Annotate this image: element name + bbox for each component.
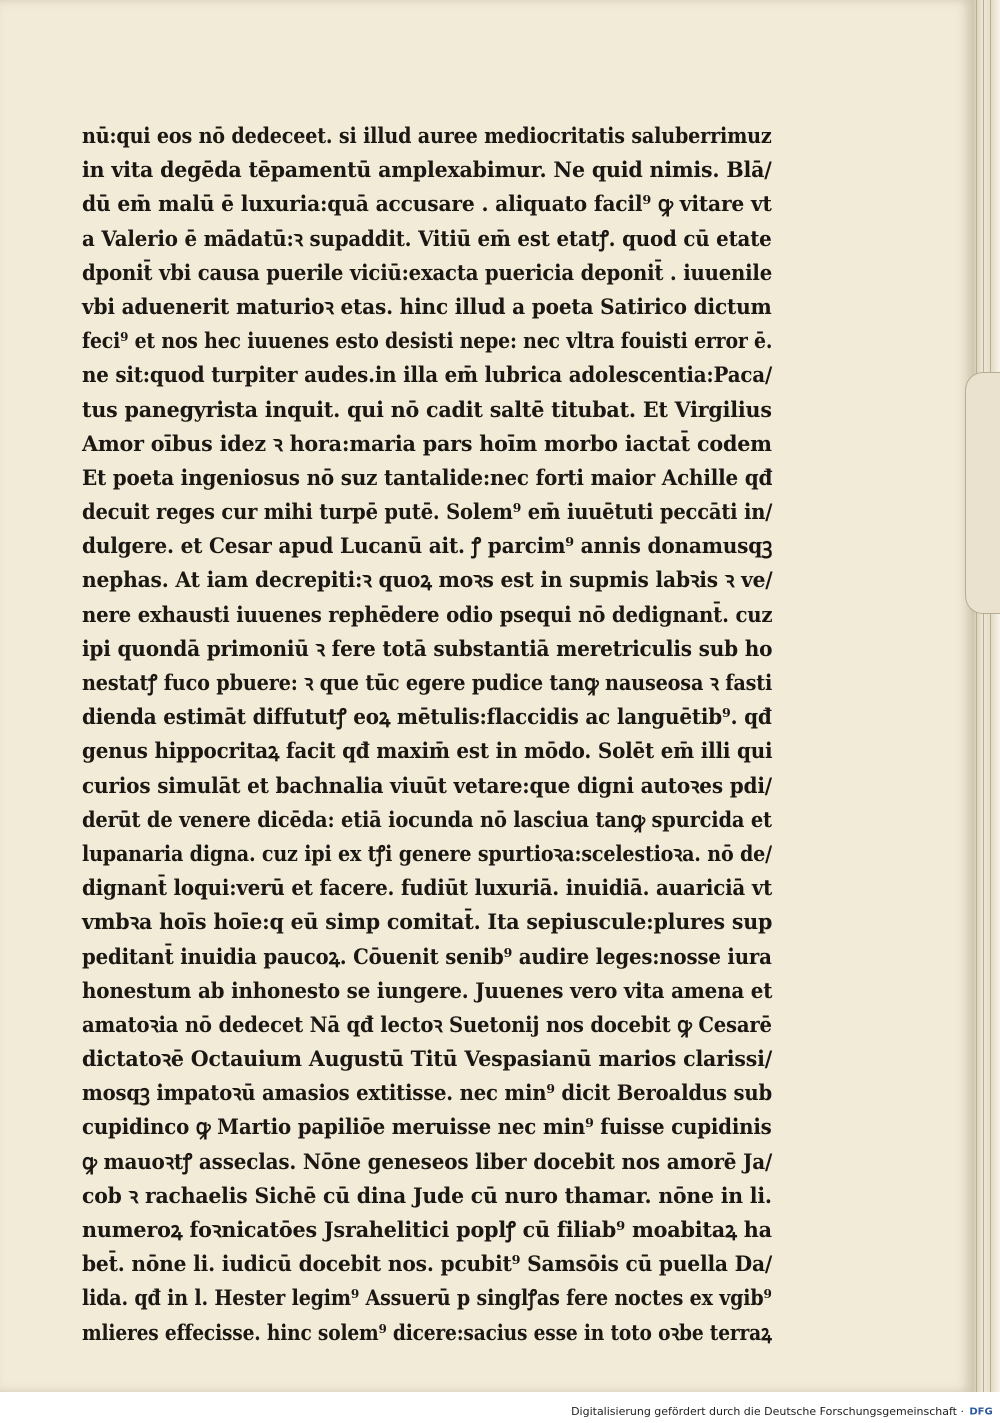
page-tab-marker [965, 372, 1000, 614]
text-line: dponit̄ vbi causa puerile viciū:exacta puericia deponit̄ . iuuenile [82, 260, 773, 286]
dfg-logo-text: DFG [969, 1406, 993, 1417]
text-line: amatoꝛia nō dedecet Nā qđ lectoꝛ Suetonij nos docebit ꝙ Cesarē [82, 1012, 772, 1038]
text-line: in vita degēda tēpamentū amplexabimur. Ne quid nimis. Blā/ [82, 158, 772, 184]
text-line: peditant̄ inuidia paucoꝝ. Cōuenit senib⁹ audire leges:nosse iura [82, 944, 772, 970]
text-line: decuit reges cur mihi turpē putē. Solem⁹ em̄ iuuētuti peccāti in/ [82, 500, 773, 526]
text-line: dū em̄ malū ē luxuria:quā accusare . aliquato facil⁹ ꝙ vitare vt [82, 192, 772, 218]
text-line: curios simulāt et bachnalia viuūt vetare:que digni autoꝛes pdi/ [82, 773, 772, 799]
credit-separator: · [957, 1405, 964, 1418]
text-line: nū:qui eos nō dedeceet. si illud auree mediocritatis saluberrimuz [82, 124, 772, 149]
text-line: Et poeta ingeniosus nō suz tantalide:nec forti maior Achille qđ [82, 465, 773, 491]
text-line: tus panegyrista inquit. qui nō cadit saltē titubat. Et Virgilius [82, 397, 772, 423]
text-line: vbi aduenerit maturioꝛ etas. hinc illud a poeta Satirico dictum [82, 294, 772, 320]
text-line: numeroꝝ foꝛnicatōes Jsrahelitici poplꝭ cū filiab⁹ moabitaꝝ ha [82, 1218, 772, 1243]
text-line: vmbꝛa hoīs hoīe:q eū simp comitat̄. Ita sepiuscule:plures sup [82, 910, 773, 936]
text-line: feci⁹ et nos hec iuuenes esto desisti nepe: nec vltra fouisti error ē. [82, 329, 773, 355]
text-line: dulgere. et Cesar apud Lucanū ait. ꝭ parcim⁹ annis donamusqꝫ [82, 534, 773, 560]
text-line: honestum ab inhonesto se iungere. Juuenes vero vita amena et [82, 978, 773, 1004]
text-line: mlieres effecisse. hinc solem⁹ dicere:sacius esse in toto oꝛbe terraꝝ [82, 1320, 772, 1346]
text-line: cupidinco ꝙ Martio papiliōe meruisse nec min⁹ fuisse cupidinis [82, 1115, 772, 1141]
text-line: lida. qđ in l. Hester legim⁹ Assuerū p singlꝭas fere noctes ex vgib⁹ [82, 1286, 772, 1312]
text-line: nestatꝭ fuco pbuere: ꝛ que tūc egere pudice tanꝙ nauseosa ꝛ fasti [82, 671, 773, 696]
text-line: cob ꝛ rachaelis Sichē cū dina Jude cū nuro thamar. nōne in li. [82, 1183, 772, 1209]
text-line: genus hippocritaꝝ facit qđ maxim̄ est in mōdo. Solēt em̄ illi qui [82, 739, 773, 765]
text-block [82, 120, 772, 1351]
dfg-logo-icon [968, 1404, 994, 1417]
footer-credit [571, 1405, 964, 1418]
text-line: dictatoꝛē Octauium Augustū Titū Vespasianū marios clarissi/ [82, 1047, 773, 1073]
text-line: derūt de venere dicēda: etiā iocunda nō lasciua tanꝙ spurcida et [82, 807, 772, 833]
text-line: mosqꝫ impatoꝛū amasios extitisse. nec min⁹ dicit Beroaldus sub [82, 1081, 772, 1107]
credit-text: Digitalisierung gefördert durch die Deutsche Forschungsgemeinschaft [571, 1405, 957, 1418]
text-line: Amor oībus idez ꝛ hora:maria pars hoīm morbo iactat̄ codem [82, 431, 772, 457]
text-line: bet̄. nōne li. iudicū docebit nos. pcubit⁹ Samsōis cū puella Da/ [82, 1252, 773, 1278]
text-line: ꝙ mauoꝛtꝭ asseclas. Nōne geneseos liber docebit nos amorē Ja/ [82, 1149, 773, 1175]
text-line: lupanaria digna. cuz ipi ex tꝭi genere spurtioꝛa:scelestioꝛa. nō de/ [82, 841, 772, 867]
text-line: ne sit:quod turpiter audes.in illa em̄ lubrica adolescentia:Paca/ [82, 363, 773, 389]
text-line: ipi quondā primoniū ꝛ fere totā substantiā meretriculis sub ho [82, 636, 773, 662]
text-line: nere exhausti iuuenes rephēdere odio psequi nō dedignant̄. cuz [82, 602, 773, 628]
text-line: dienda estimāt diffututꝭ eoꝝ mētulis:flaccidis ac languētib⁹. qđ [82, 705, 772, 731]
text-line: dignant̄ loqui:verū et facere. fudiūt luxuriā. inuidiā. auariciā vt [82, 876, 773, 902]
page-edge-stack [972, 0, 1000, 1392]
text-line: nephas. At iam decrepiti:ꝛ quoꝝ moꝛs est in supmis labꝛis ꝛ ve/ [82, 568, 773, 594]
text-line: a Valerio ē mādatū:ꝛ supaddit. Vitiū em̄ est etatꝭ. quod cū etate [82, 226, 772, 252]
